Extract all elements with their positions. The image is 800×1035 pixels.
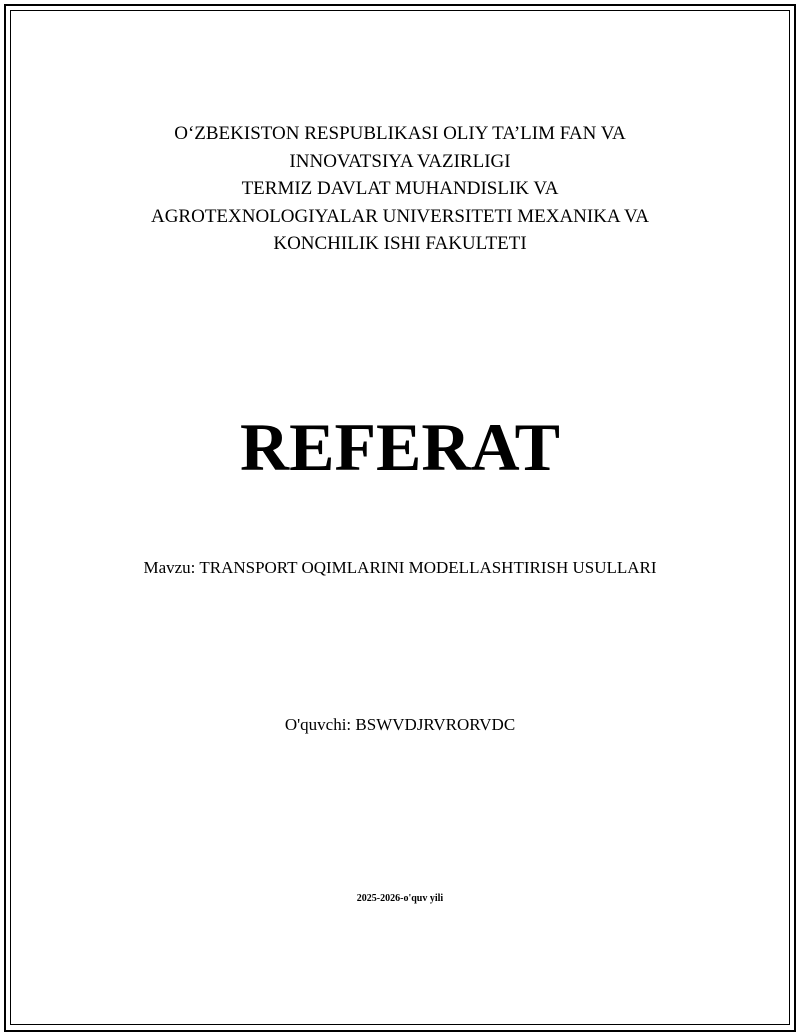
student-line [0,713,800,737]
header-line: INNOVATSIYA VAZIRLIGI [289,150,511,172]
header-line: TERMIZ DAVLAT MUHANDISLIK VA [241,178,559,199]
institution-header [80,120,720,258]
topic-value: TRANSPORT OQIMLARINI MODELLASHTIRISH USULLARI [199,558,657,577]
header-line: O‘ZBEKISTON RESPUBLIKASI OLIY TA’LIM FAN VA [174,123,626,144]
topic-line [0,556,800,580]
topic-label: Mavzu: [143,558,196,577]
student-name: BSWVDJRVRORVDC [355,715,516,734]
header-line: KONCHILIK ISHI FAKULTETI [273,233,527,254]
student-label: O'quvchi: [284,715,352,734]
document-title: REFERAT [240,409,560,485]
academic-year: 2025-2026-o'quv yili [356,893,444,904]
header-line: AGROTEXNOLOGIYALAR UNIVERSITETI MEXANIKA VA [150,205,650,227]
